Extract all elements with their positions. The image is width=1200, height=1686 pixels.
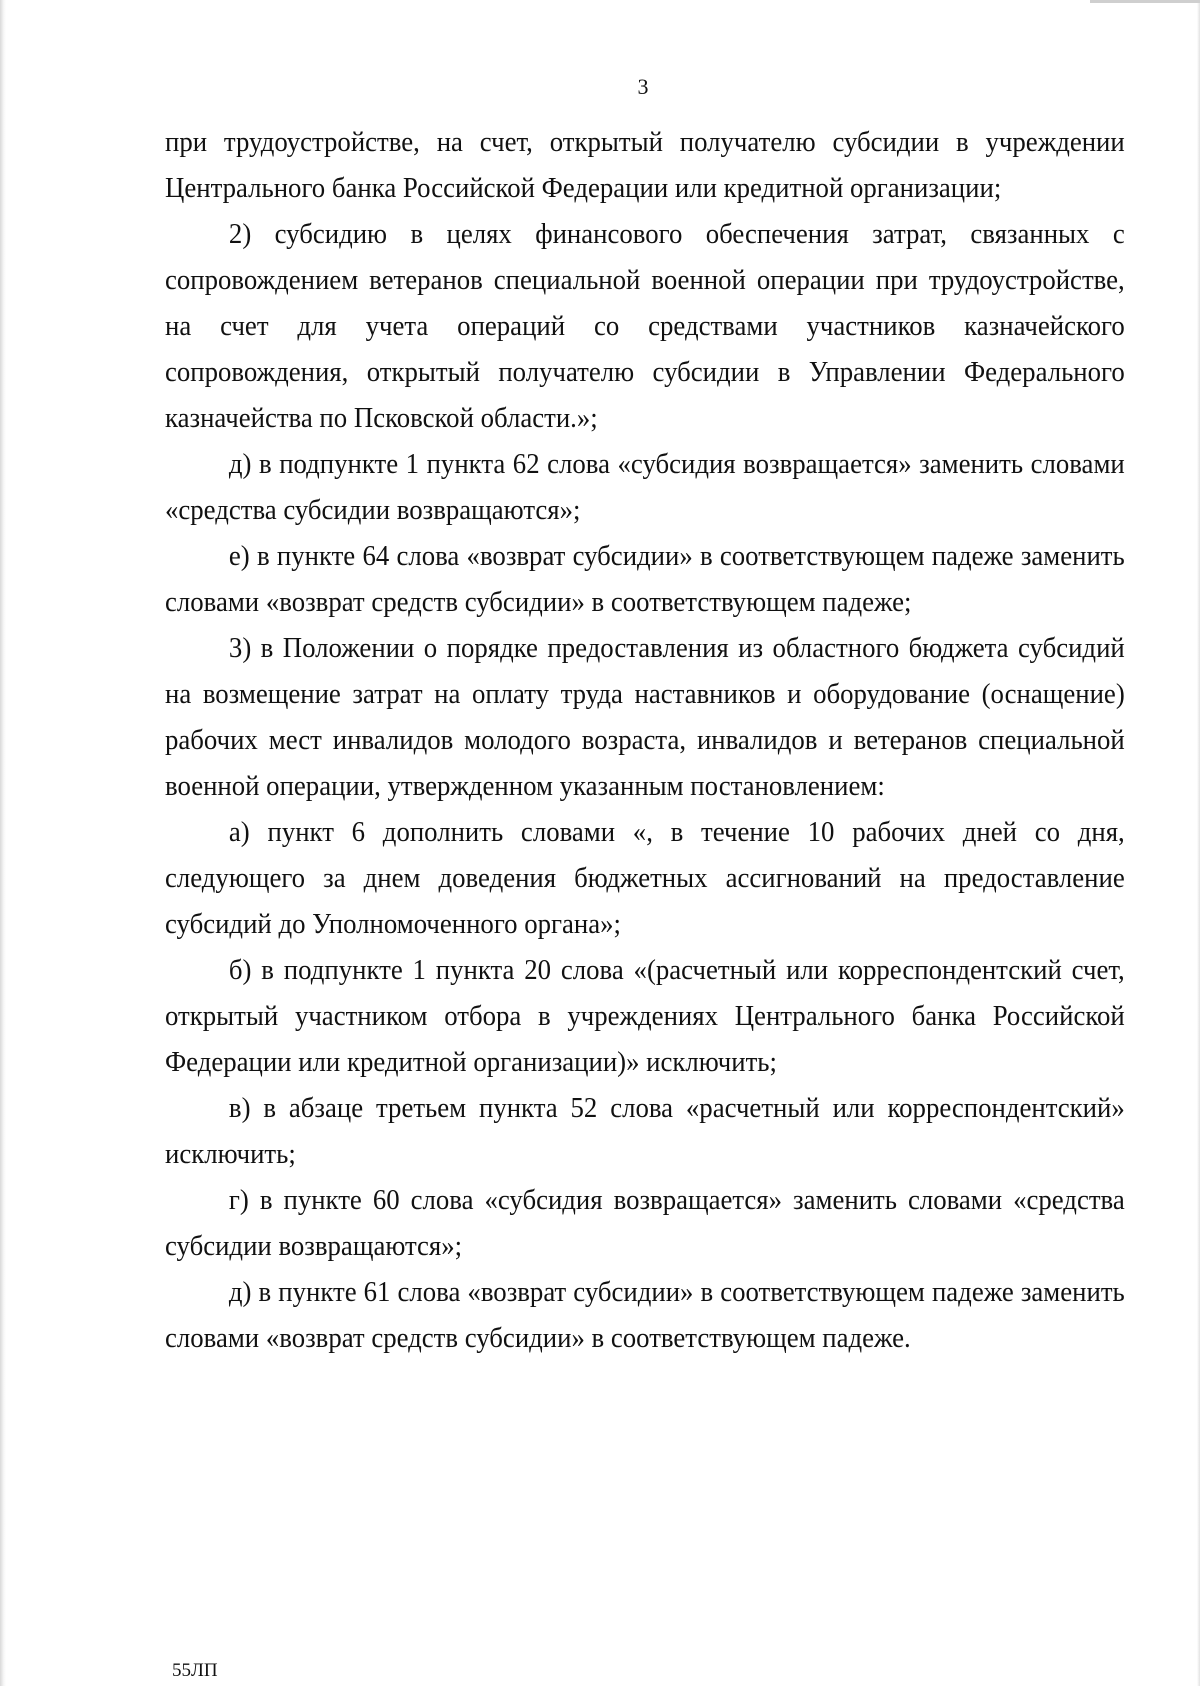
document-body	[165, 120, 1125, 1362]
paragraph-item-e-64: е) в пункте 64 слова «возврат субсидии» в соответствующем падеже заменить словами «возврат средств субсидии» в соответствующем падеже;	[165, 541, 1125, 618]
paragraph-item-g-60: г) в пункте 60 слова «субсидия возвращается» заменить словами «средства субсидии возвращаются»;	[165, 1185, 1125, 1262]
paragraph-item-v-52: в) в абзаце третьем пункта 52 слова «расчетный или корреспондентский» исключить;	[165, 1093, 1125, 1170]
paragraph-item-a-6: а) пункт 6 дополнить словами «, в течение 10 рабочих дней со дня, следующего за днем доведения бюджетных ассигнований на предоставление субсидий до Уполномоченного органа»;	[165, 817, 1125, 940]
scan-edge-top	[1090, 0, 1200, 3]
page-number: 3	[637, 74, 649, 99]
paragraph-item-3: 3) в Положении о порядке предоставления из областного бюджета субсидий на возмещение затрат на оплату труда наставников и оборудование (оснащение) рабочих мест инвалидов молодого возраста, инвалидов и ветеранов специальной военной операции, утвержденном указанным постановлением:	[165, 633, 1125, 802]
paragraph-continuation: при трудоустройстве, на счет, открытый получателю субсидии в учреждении Центрального банка Российской Федерации или кредитной организации;	[165, 127, 1125, 204]
paragraph-item-2: 2) субсидию в целях финансового обеспечения затрат, связанных с сопровождением ветеранов специальной военной операции при трудоустройстве, на счет для учета операций со средствами участников казначейского сопровождения, открытый получателю субсидии в Управлении Федерального казначейства по Псковской области.»;	[165, 219, 1125, 434]
paragraph-item-d-61: д) в пункте 61 слова «возврат субсидии» в соответствующем падеже заменить словами «возврат средств субсидии» в соответствующем падеже.	[165, 1277, 1125, 1354]
footer-document-code: 55ЛП	[172, 1660, 218, 1681]
paragraph-item-d-62: д) в подпункте 1 пункта 62 слова «субсидия возвращается» заменить словами «средства субсидии возвращаются»;	[165, 449, 1125, 526]
paragraph-item-b-20: б) в подпункте 1 пункта 20 слова «(расчетный или корреспондентский счет, открытый участником отбора в учреждениях Центрального банка Российской Федерации или кредитной организации)» исключить;	[165, 955, 1125, 1078]
scan-edge-left	[0, 0, 6, 1686]
